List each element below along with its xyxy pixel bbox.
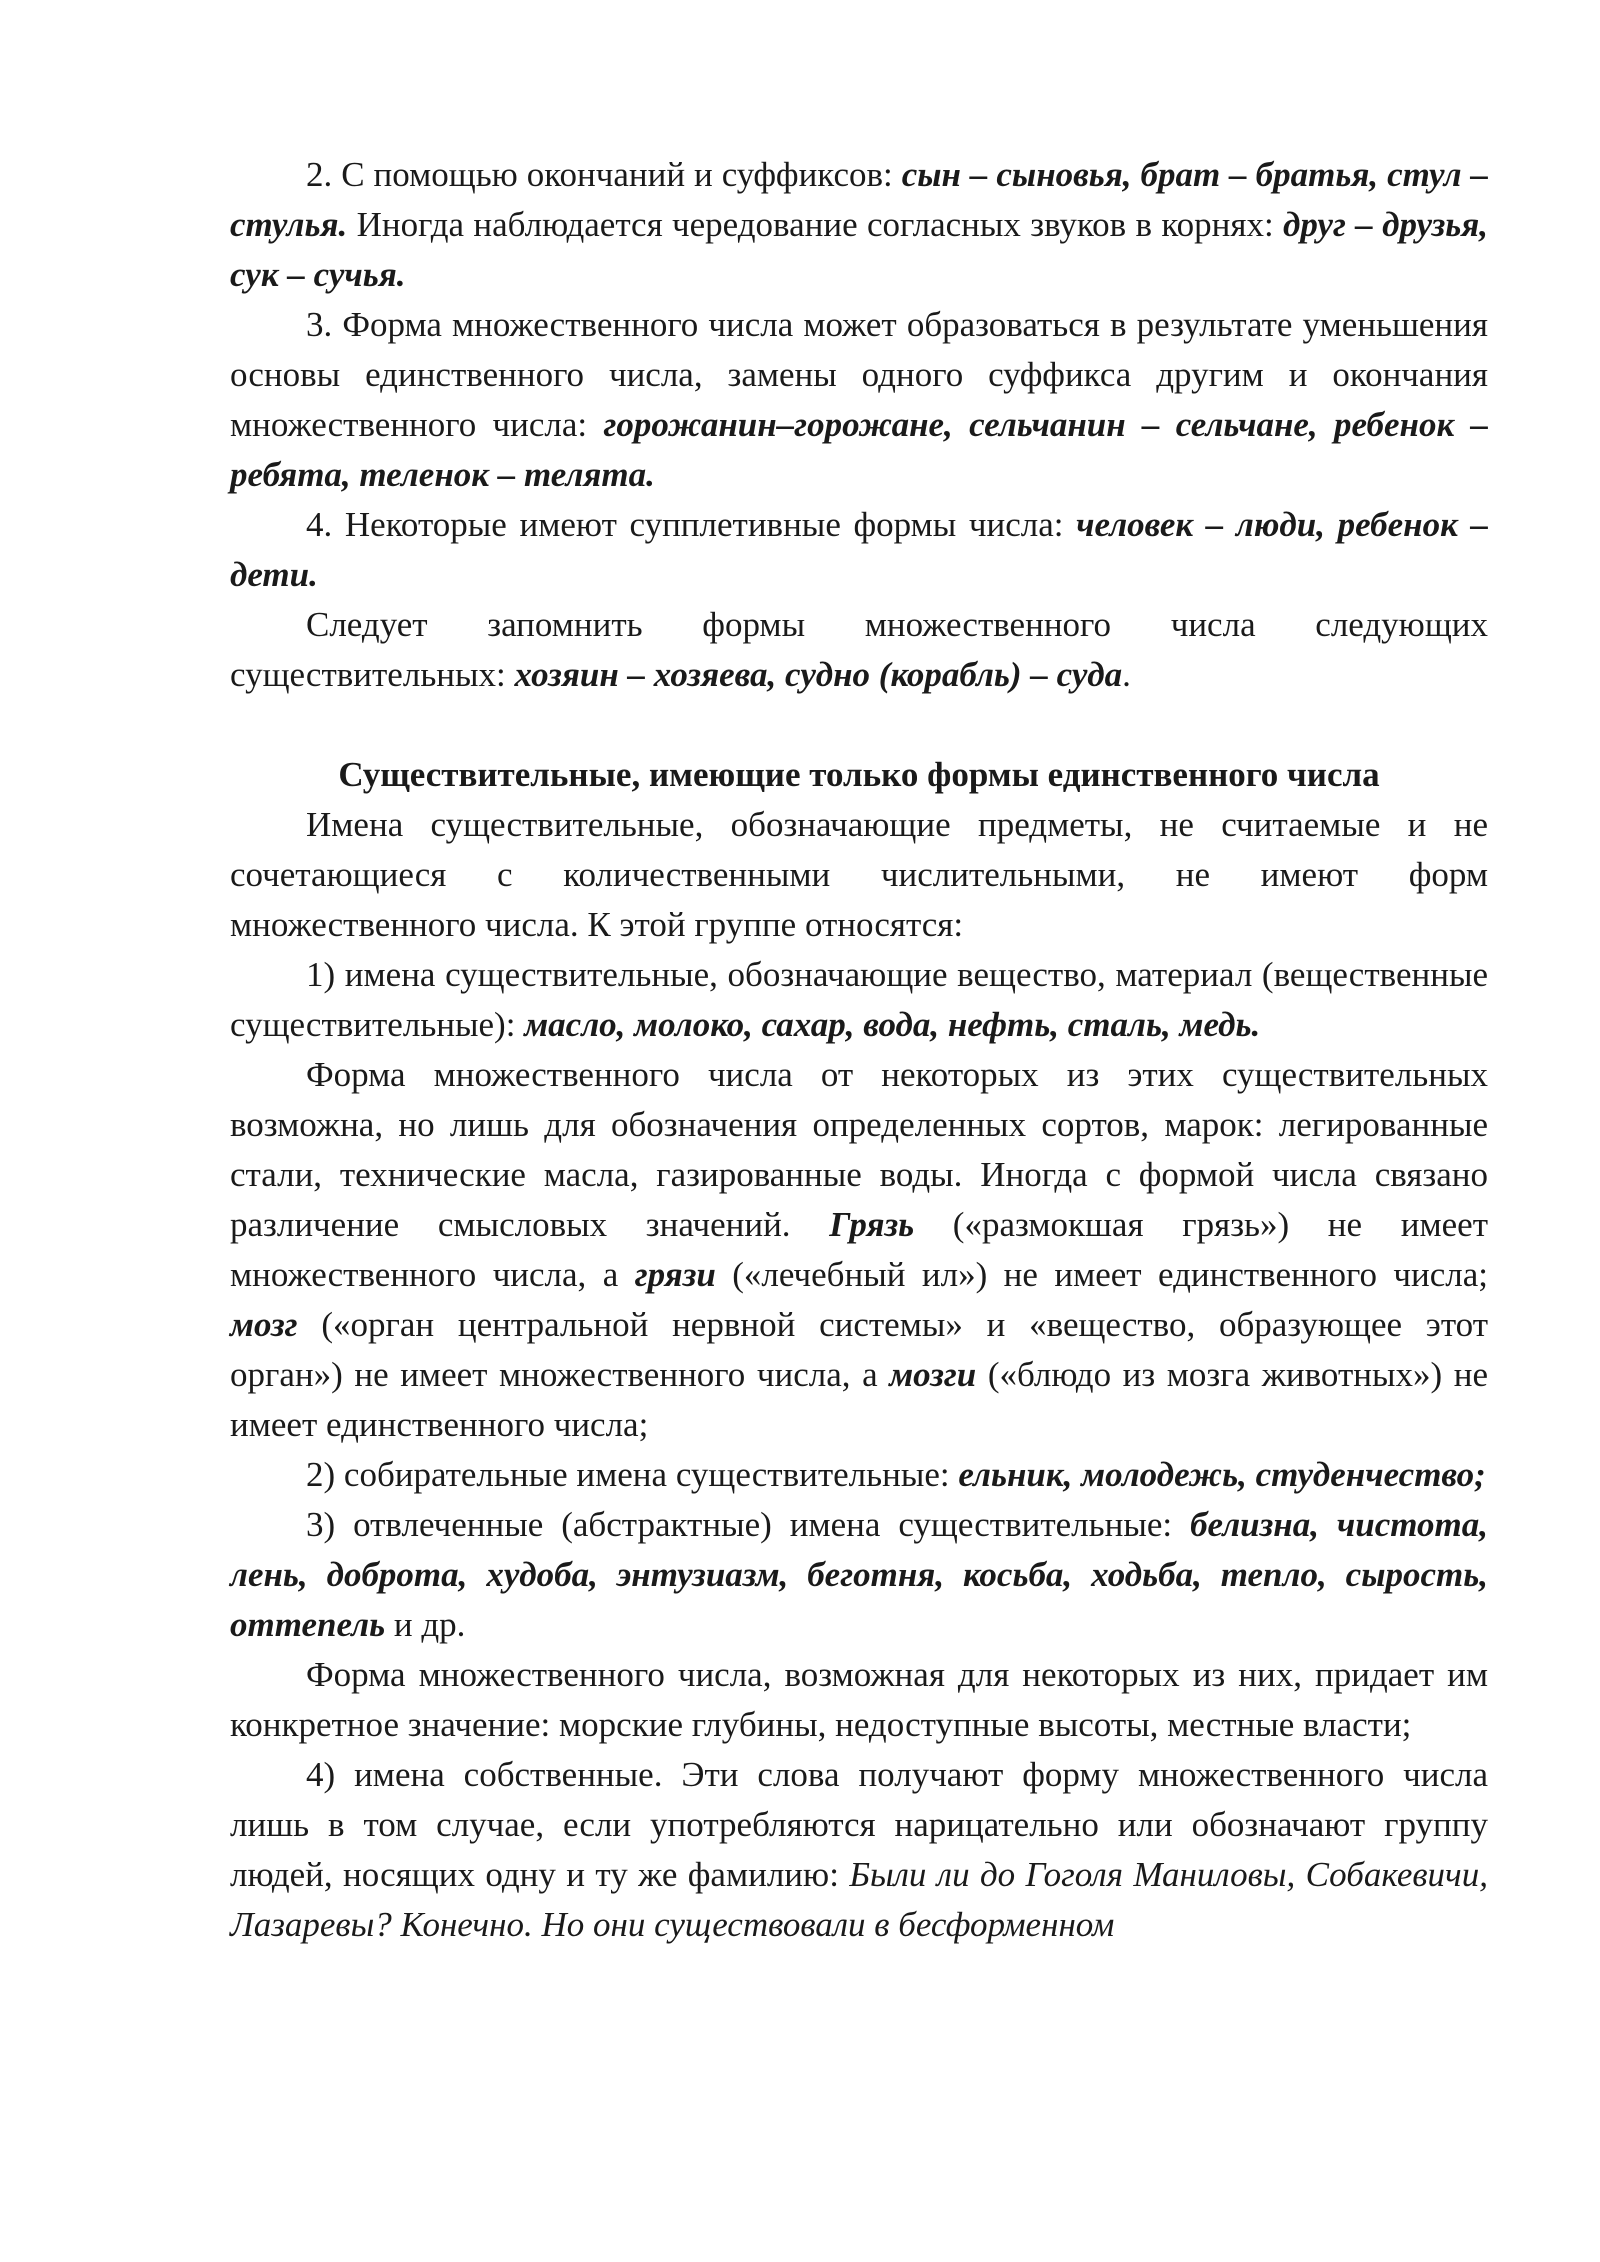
text-block-plural-formation <box>230 150 1488 700</box>
text-run: Форма множественного числа, возможная для некоторых из них, придает им конкретное значение: морские глубины, недоступные высоты, местные власти; <box>230 1655 1488 1744</box>
paragraph <box>230 1500 1488 1650</box>
text-run: Имена существительные, обозначающие предметы, не считаемые и не сочетающиеся с количественными числительными, не имеют форм множественного числа. К этой группе относятся: <box>230 805 1488 944</box>
emphasized-text: сын – сыновья, брат – братья, стул – стулья. <box>230 155 1488 244</box>
text-run: («орган центральной нервной системы» и «вещество, образующее этот орган») не имеет множественного числа, а <box>230 1305 1488 1394</box>
text-run: . <box>1122 655 1131 694</box>
text-run: («блюдо из мозга животных») не имеет единственного числа; <box>230 1355 1489 1444</box>
text-run: 4. Некоторые имеют супплетивные формы числа: <box>306 505 1077 544</box>
text-run: («лечебный ил») не имеет единственного числа; <box>715 1255 1488 1294</box>
text-run: и др. <box>385 1605 466 1644</box>
paragraph-gap <box>230 700 1488 750</box>
paragraph <box>230 150 1488 300</box>
text-run: («размокшая грязь») не имеет множественного числа, а <box>230 1205 1488 1294</box>
paragraph <box>230 800 1488 950</box>
text-run: 2) собирательные имена существительные: <box>306 1455 959 1494</box>
text-run: Иногда наблюдается чередование согласных звуков в корнях: <box>347 205 1284 244</box>
text-run: 3. Форма множественного числа может образоваться в результате уменьшения основы единственного числа, замены одного суффикса другим и окончания множественного числа: <box>230 305 1488 444</box>
emphasized-text: белизна, чистота, лень, доброта, худоба, энтузиазм, беготня, косьба, ходьба, тепло, сырость, оттепель <box>230 1505 1489 1644</box>
text-run: Форма множественного числа от некоторых из этих существительных возможна, но лишь для обозначения определенных сортов, марок: легированные стали, технические масла, газированные воды. Иногда с формой числа связано различение смысловых значений. <box>230 1055 1488 1244</box>
paragraph <box>230 950 1488 1050</box>
paragraph <box>230 1450 1488 1500</box>
emphasized-text: друг – друзья, сук – сучья. <box>230 205 1489 294</box>
paragraph <box>230 1050 1488 1450</box>
paragraph <box>230 1750 1488 1950</box>
emphasized-text: масло, молоко, сахар, вода, нефть, сталь, медь. <box>524 1005 1261 1044</box>
emphasized-text: мозг <box>230 1305 298 1344</box>
paragraph <box>230 500 1488 600</box>
emphasized-text: ельник, молодежь, студенчество; <box>958 1455 1486 1494</box>
text-block-singular-only <box>230 800 1488 1950</box>
section-heading: Существительные, имеющие только формы единственного числа <box>338 755 1380 794</box>
text-run: 4) имена собственные. Эти слова получают форму множественного числа лишь в том случае, если употребляются нарицательно или обозначают группу людей, носящих одну и ту же фамилию: <box>230 1755 1488 1894</box>
text-run: 3) отвлеченные (абстрактные) имена существительные: <box>306 1505 1191 1544</box>
paragraph <box>230 1650 1488 1750</box>
emphasized-text: хозяин – хозяева, судно (корабль) – суда <box>514 655 1123 694</box>
emphasized-text: Были ли до Гоголя Маниловы, Собакевичи, Лазаревы? Конечно. Но они существовали в бесформенном <box>230 1855 1488 1944</box>
paragraph <box>230 300 1488 500</box>
emphasized-text: горожанин–горожане, сельчанин – сельчане, ребенок –ребята, теленок – телята. <box>230 405 1488 494</box>
emphasized-text: Грязь <box>829 1205 915 1244</box>
emphasized-text: мозги <box>889 1355 977 1394</box>
paragraph <box>230 600 1488 700</box>
emphasized-text: грязи <box>634 1255 716 1294</box>
text-run: 1) имена существительные, обозначающие вещество, материал (вещественные существительные): <box>230 955 1488 1044</box>
text-run: Следует запомнить формы множественного числа следующих существительных: <box>230 605 1488 694</box>
emphasized-text: человек – люди, ребенок – дети. <box>230 505 1488 594</box>
text-run: 2. С помощью окончаний и суффиксов: <box>306 155 902 194</box>
